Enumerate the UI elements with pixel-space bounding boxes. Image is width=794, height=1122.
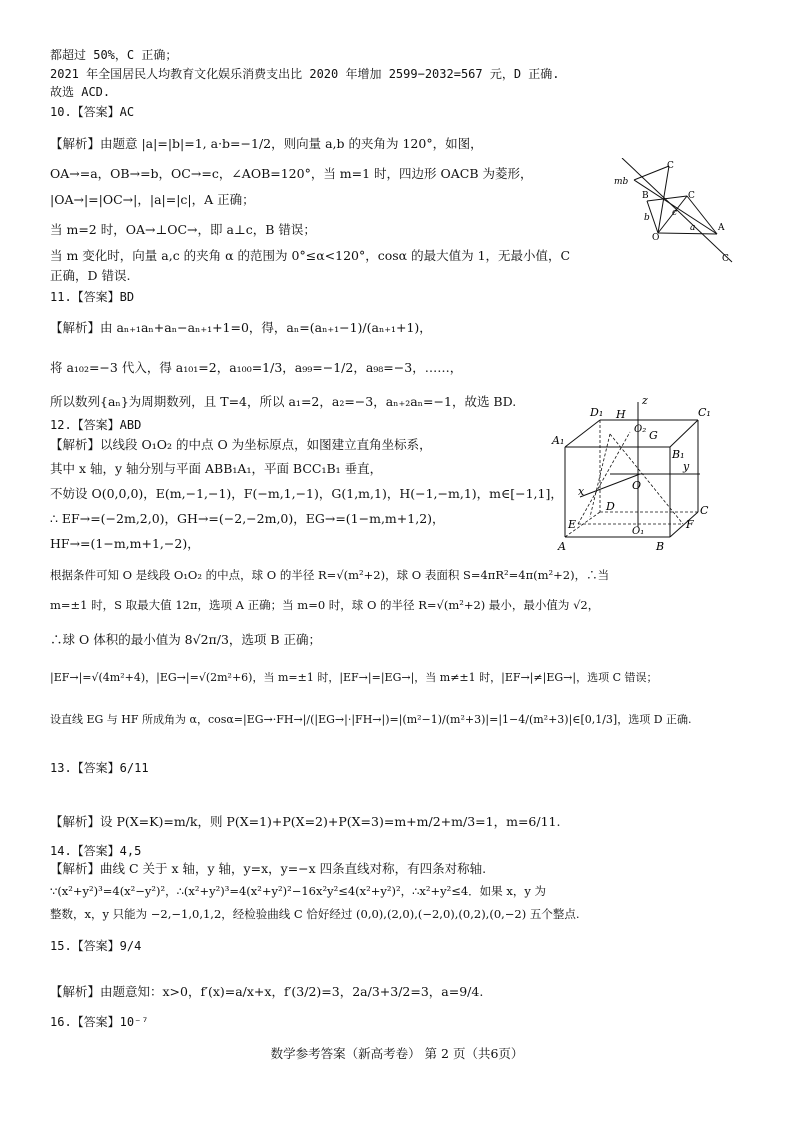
text-line: |OA→|=|OC→|，|a|=|c|，A 正确； bbox=[50, 192, 255, 207]
fig-label: A bbox=[558, 540, 566, 552]
fig-label: x bbox=[578, 485, 585, 498]
fig-label: a bbox=[690, 223, 696, 233]
mb-line bbox=[634, 166, 669, 180]
fig-label: C bbox=[700, 504, 709, 517]
answer-14-heading: 14.【答案】4,5 bbox=[50, 844, 142, 858]
text-line: 根据条件可知 O 是线段 O₁O₂ 的中点，球 O 的半径 R=√(m²+2)，球 O 表面积 S=4πR²=4π(m²+2)，∴当 bbox=[50, 568, 610, 582]
answer-11-heading: 11.【答案】BD bbox=[50, 290, 135, 304]
fig-label: B bbox=[656, 540, 665, 552]
fig-label: O₁ bbox=[632, 526, 645, 537]
text-line: 【解析】曲线 C 关于 x 轴，y 轴，y=x，y=−x 四条直线对称，有四条对称轴. bbox=[50, 861, 487, 876]
cube-edge bbox=[670, 420, 698, 447]
text-line: 故选 ACD. bbox=[50, 85, 111, 99]
text-line: 【解析】由题意 |a|=|b|=1, a·b=−1/2，则向量 a,b 的夹角为 120°，如图， bbox=[50, 136, 483, 151]
answer-13-heading: 13.【答案】6/11 bbox=[50, 761, 149, 775]
fig-label: O bbox=[632, 479, 642, 492]
text-line: 【解析】以线段 O₁O₂ 的中点 O 为坐标原点，如图建立直角坐标系， bbox=[50, 437, 432, 452]
fig-label: G bbox=[649, 429, 658, 442]
text-line: 所以数列{aₙ}为周期数列，且 T=4，所以 a₁=2，a₂=−3，aₙ₊₂aₙ=−1，故选 BD. bbox=[50, 394, 517, 409]
cube-edge bbox=[565, 420, 600, 447]
fig-label: mb bbox=[614, 177, 629, 187]
vector-figure bbox=[612, 158, 742, 268]
fig-label: C bbox=[667, 161, 674, 171]
fig-label: B bbox=[642, 191, 649, 201]
fig-label: C₁ bbox=[698, 406, 711, 419]
answer-15-heading: 15.【答案】9/4 bbox=[50, 939, 142, 953]
text-line: 正确，D 错误. bbox=[50, 268, 131, 283]
vector-oa-line bbox=[658, 233, 717, 234]
fig-label: H bbox=[616, 408, 626, 421]
text-line: 【解析】设 P(X=K)=m/k，则 P(X=1)+P(X=2)+P(X=3)=m+m/2+m/3=1，m=6/11. bbox=[50, 814, 561, 829]
cube-figure bbox=[550, 392, 720, 552]
text-line: 将 a₁₀₂=−3 代入，得 a₁₀₁=2，a₁₀₀=1/3，a₉₉=−1/2，a₉₈=−3，……， bbox=[50, 360, 463, 375]
text-line: 【解析】由题意知：x>0，f′(x)=a/x+x，f′(3/2)=3，2a/3+3/2=3，a=9/4. bbox=[50, 984, 484, 999]
text-line: 其中 x 轴，y 轴分别与平面 ABB₁A₁，平面 BCC₁B₁ 垂直， bbox=[50, 461, 383, 476]
text-line: OA→=a，OB→=b，OC→=c，∠AOB=120°，当 m=1 时，四边形 OACB 为菱形， bbox=[50, 166, 533, 181]
answer-10-heading: 10.【答案】AC bbox=[50, 105, 135, 119]
fig-label: c bbox=[672, 208, 678, 218]
answer-16-heading: 16.【答案】10⁻⁷ bbox=[50, 1015, 149, 1029]
text-line: ∵(x²+y²)³=4(x²−y²)²，∴(x²+y²)³=4(x²+y²)²−16x²y²≤4(x²+y²)²，∴x²+y²≤4．如果 x，y 为 bbox=[50, 884, 546, 898]
x-axis bbox=[580, 474, 640, 497]
cube-edge bbox=[670, 512, 698, 537]
text-line: |EF→|=√(4m²+4)，|EG→|=√(2m²+6)，当 m=±1 时，|EF→|=|EG→|，当 m≠±1 时，|EF→|≠|EG→|，选项 C 错误； bbox=[50, 671, 658, 684]
text-line: 【解析】由 aₙ₊₁aₙ+aₙ−aₙ₊₁+1=0，得，aₙ=(aₙ₊₁−1)/(aₙ₊₁+1)， bbox=[50, 320, 432, 335]
mb-line bbox=[634, 180, 717, 234]
fig-label: C bbox=[722, 254, 729, 264]
text-line: 都超过 50%，C 正确； bbox=[50, 48, 178, 62]
page-footer: 数学参考答案（新高考卷） 第 2 页（共6页） bbox=[270, 1046, 524, 1061]
fig-label: z bbox=[642, 394, 648, 407]
text-line: 不妨设 O(0,0,0)，E(m,−1,−1)，F(−m,1,−1)，G(1,m,1)，H(−1,−m,1)，m∈[−1,1]， bbox=[50, 486, 563, 501]
text-line: 当 m=2 时，OA→⊥OC→，即 a⊥c，B 错误； bbox=[50, 222, 316, 237]
answer-12-heading: 12.【答案】ABD bbox=[50, 418, 142, 432]
fig-label: b bbox=[644, 213, 650, 223]
text-line: 整数，x，y 只能为 −2,−1,0,1,2，经检验曲线 C 恰好经过 (0,0),(2,0),(−2,0),(0,2),(0,−2) 五个整点. bbox=[50, 907, 580, 921]
text-line: 2021 年全国居民人均教育文化娱乐消费支出比 2020 年增加 2599−2032=567 元，D 正确. bbox=[50, 67, 560, 81]
text-line: 设直线 EG 与 HF 所成角为 α，cosα=|EG→·FH→|/(|EG→|·|FH→|)=|(m²−1)/(m²+3)|=|1−4/(m²+3)|∈[0,1/3]，选项 D 正确. bbox=[50, 713, 692, 726]
fig-label: A bbox=[718, 223, 725, 233]
fig-label: y bbox=[683, 460, 690, 473]
text-line: ∴ EF→=(−2m,2,0)，GH→=(−2,−2m,0)，EG→=(1−m,m+1,2)， bbox=[50, 511, 445, 526]
fig-label: D₁ bbox=[590, 406, 604, 419]
segment-eg bbox=[578, 432, 630, 524]
fig-label: A₁ bbox=[552, 434, 565, 447]
fig-label: F bbox=[686, 518, 694, 531]
text-line: 当 m 变化时，向量 a,c 的夹角 α 的范围为 0°≤α<120°，cosα 的最大值为 1，无最小值，C bbox=[50, 248, 571, 263]
fig-label: E bbox=[568, 518, 577, 531]
fig-label: O₂ bbox=[634, 424, 647, 435]
text-line: ∴球 O 体积的最小值为 8√2π/3，选项 B 正确； bbox=[50, 632, 322, 647]
fig-label: O bbox=[652, 233, 660, 243]
fig-label: D bbox=[606, 500, 615, 513]
fig-label: B₁ bbox=[672, 448, 685, 461]
fig-label: C bbox=[688, 191, 695, 201]
text-line: HF→=(1−m,m+1,−2)， bbox=[50, 536, 200, 551]
text-line: m=±1 时，S 取最大值 12π，选项 A 正确；当 m=0 时，球 O 的半径 R=√(m²+2) 最小，最小值为 √2， bbox=[50, 598, 600, 612]
